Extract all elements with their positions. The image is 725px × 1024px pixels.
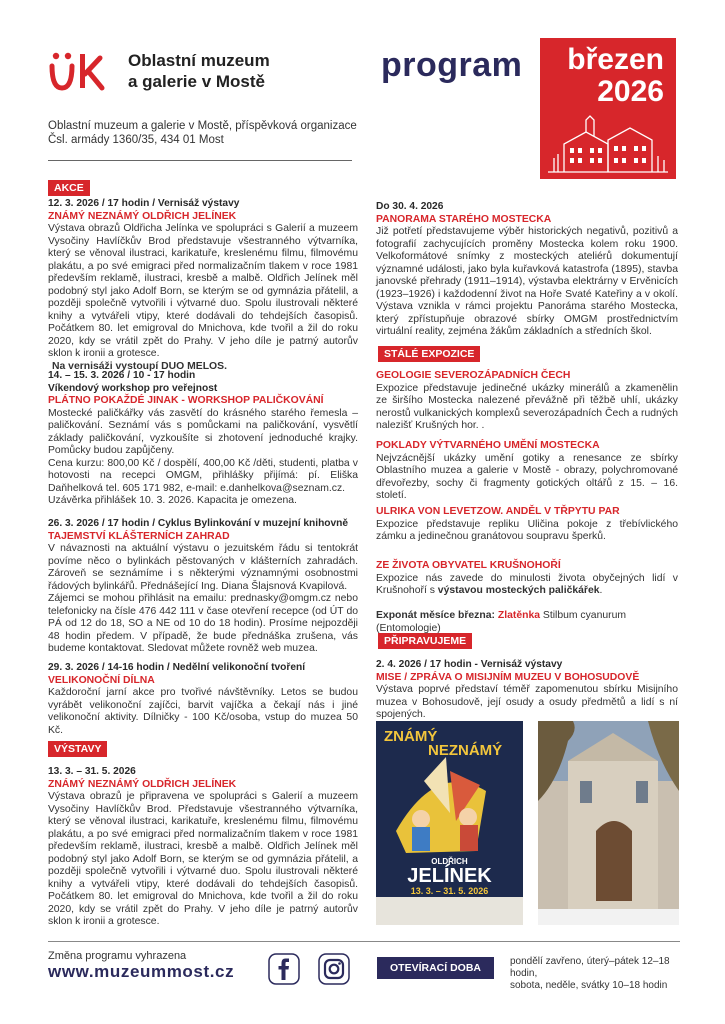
event-velikonocni-dilna bbox=[48, 662, 358, 737]
event-meta: 14. – 15. 3. 2026 / 10 - 17 hodin bbox=[48, 370, 196, 381]
expo-krusnohori bbox=[376, 560, 678, 598]
exhibition-panorama bbox=[376, 201, 678, 339]
event-text: Mostecké paličkářky vás zasvětí do krásného starého řemesla – paličkování. Seznámí vás s pomůckami na paličkování, vysvětlí základy paličkování, vyzkoušíte si zhotovení jednoduché krajky. Pomůcky budou zapůjčeny. bbox=[48, 407, 358, 456]
section-tag-stale-expozice: STÁLÉ EXPOZICE bbox=[378, 346, 480, 362]
facebook-icon[interactable] bbox=[268, 953, 300, 985]
event-registration: Zájemci se mohou přihlásit na emailu: prednasky@omgm.cz nebo telefonicky na čísle 476 442 111 v čase otevření recepce (od ÚT do PÁ od 12 do 18, SO a NE od 10 do 18 hodin). Prosíme nejpozději 48 hodin předem. V případě, že bude přednáška zrušena, vás budeme kontaktovat. Sledovat můžete rovněž web muzea. bbox=[48, 593, 358, 654]
expo-text: Expozice nás zavede do minulosti života obyčejných lidí v Krušnohoří s výstavou mosteckých paličkářek. bbox=[376, 572, 678, 596]
exhibition-jelinek bbox=[48, 766, 358, 929]
building-photo bbox=[538, 721, 679, 925]
event-text: V návaznosti na aktuální výstavu o jezuitském řádu si tentokrát povíme něco o bylinkách pěstovaných v klášterních zahradách. Zároveň se seznámíme i s některými významnými osobnostmi řádových bylinkářů. Přednášející Ing. Diana Šlajsnová Kvapilová. bbox=[48, 543, 358, 592]
event-text: Každoroční jarní akce pro tvořivé návštěvníky. Letos se budou vyrábět velikonoční zajíčci, barvit vajíčka a čekají nás i jiné velikonoční aktivity. Dílničky - 100 Kč/osoba, vstup do muzea 50 Kč. bbox=[48, 687, 358, 736]
website-link[interactable]: www.muzeummost.cz bbox=[48, 962, 235, 981]
expo-poklady bbox=[376, 440, 678, 503]
page-header bbox=[0, 0, 725, 175]
section-tag-akce: AKCE bbox=[48, 180, 90, 196]
poster-dates: 13. 3. – 31. 5. 2026 bbox=[410, 886, 489, 896]
month-badge bbox=[540, 38, 676, 179]
org-address: Oblastní muzeum a galerie v Mostě, příspěvková organizace Čsl. armády 1360/35, 434 01 Most bbox=[48, 120, 357, 146]
expo-geologie bbox=[376, 370, 678, 433]
section-tag-vystavy: VÝSTAVY bbox=[48, 741, 107, 757]
poster-line2: NEZNÁMÝ bbox=[428, 742, 503, 759]
footer-divider bbox=[48, 941, 680, 942]
exhibition-text: Již potřetí představujeme výběr historických negativů, pozitivů a fotografií zachycujících proměny Mostecka kolem roku 1900. Velkoformátové snímky z mosteckých ateliérů dokumentují významné události, jako byla kuřavková katastrofa (1895), stavba janovské přehrady (1911–1914), výstavba elektrárny v Ervěnicích (1923–1926) i každodenní život na Hoře Svaté Kateřiny a v okolí. Výstava vznikla v rámci projektu Panoráma starého Mostecka, který zpřístupňuje obrazové sbírky OMGM prostřednictvím virtuální reality, zejména žákům základních a středních škol. bbox=[376, 226, 678, 337]
poster-lastname: JELÍNEK bbox=[407, 865, 492, 887]
expo-text: Nejvzácnější ukázky umění gotiky a renesance ze sbírky Oblastního muzea a galerie v Mostě - obrazy, polychromované dřevořezby, sochy či fragmenty gotických oltářů z 15. – 16. století. bbox=[376, 452, 678, 501]
event-meta: 12. 3. 2026 / 17 hodin / Vernisáž výstavy bbox=[48, 198, 240, 209]
event-title: TAJEMSTVÍ KLÁŠTERNÍCH ZAHRAD bbox=[48, 530, 230, 542]
exhibition-title: ZNÁMÝ NEZNÁMÝ OLDŘICH JELÍNEK bbox=[48, 778, 237, 790]
event-deadline: Uzávěrka přihlášek 10. 3. 2026. Kapacita je omezena. bbox=[48, 495, 297, 506]
expo-title: ZE ŽIVOTA OBYVATEL KRUŠNOHOŘÍ bbox=[376, 560, 561, 571]
poster-firstname: OLDŘICH bbox=[431, 857, 468, 866]
museum-logo-icon bbox=[48, 50, 118, 94]
event-workshop bbox=[48, 370, 358, 508]
program-change-note: Změna programu vyhrazena bbox=[48, 950, 187, 962]
event-text: Výstava obrazů Oldřicha Jelínka ve spolupráci s Galerií a muzeem Vysočiny Havlíčkův Brod představuje všestranného výtvarníka, který se věnoval ilustraci, karikatuře, kreslenému filmu, filmovému plakátu, a po své emigraci před normalizačním tlakem v roce 1981 především reklamě, ilustraci, kresbě a malbě. Oldřich Jelínek měl podobný styl jako Adolf Born, se kterým se od gymnázia přátelil, a později společně vytvořili i výtvarné duo. Spolu ilustrovali některé knihy a vytvářeli vtipy, které dodávali do tehdejších časopisů. Počátkem 80. let emigroval do Mnichova, kde tvořil a žil do roku 2020, kdy se vrátil zpět do Prahy. V jeho díle je patrný autorův sklon k ironii a grotesce. bbox=[48, 223, 358, 359]
expo-levetzow bbox=[376, 506, 678, 544]
exhibition-title: PANORAMA STARÉHO MOSTECKA bbox=[376, 213, 552, 225]
event-title: PLÁTNO POKAŽDÉ JINAK - WORKSHOP PALIČKOVÁNÍ bbox=[48, 395, 324, 406]
program-title: program bbox=[381, 46, 523, 84]
upcoming-mise bbox=[376, 659, 678, 722]
event-note: Na vernisáži vystoupí DUO MELOS. bbox=[52, 360, 227, 372]
expo-title: GEOLOGIE SEVEROZÁPADNÍCH ČECH bbox=[376, 370, 571, 381]
upcoming-meta: 2. 4. 2026 / 17 hodin - Vernisáž výstavy bbox=[376, 659, 563, 670]
exponat-mesice bbox=[376, 610, 678, 635]
upcoming-text: Výstava poprvé představí téměř zapomenutou sbírku Misijního muzea v Bohosudově, její osudy a osudy předmětů a lidí s ní spojených. bbox=[376, 684, 678, 720]
castle-icon bbox=[546, 114, 670, 174]
expo-text: Expozice představuje jedinečné ukázky minerálů a zkamenělin ze širšího Mostecka nalezené převážně při těžbě uhlí, ukázky nerostů vulkanických komplexů severozápadních Čech a rudných nalezišť Krušných hor. . bbox=[376, 382, 678, 431]
month-label: březen bbox=[567, 43, 664, 76]
poster-line1: ZNÁMÝ bbox=[384, 728, 438, 745]
exhibition-dates: Do 30. 4. 2026 bbox=[376, 201, 444, 212]
exponat-label: Exponát měsíce března: bbox=[376, 610, 498, 621]
expo-text: Expozice představuje repliku Uličina pokoje z třebívlického zámku a jedinečnou granátovou soupravu šperků. bbox=[376, 518, 678, 542]
exponat-name: Zlatěnka bbox=[497, 610, 540, 621]
event-meta-2: Víkendový workshop pro veřejnost bbox=[48, 382, 218, 394]
event-price: Cena kurzu: 800,00 Kč / dospělí, 400,00 Kč /děti, studenti, platba v hotovosti na recepci OMGM, přihlášky přijímá: pí. Eliška Daňhelková tel. 605 171 982, e-mail: e.danhelkova@seznam.cz. bbox=[48, 457, 358, 494]
expo-title: POKLADY VÝTVARNÉHO UMĚNÍ MOSTECKA bbox=[376, 440, 600, 451]
org-name: Oblastní muzeum a galerie v Mostě bbox=[128, 51, 270, 91]
event-title: VELIKONOČNÍ DÍLNA bbox=[48, 674, 155, 686]
event-title: ZNÁMÝ NEZNÁMÝ OLDŘICH JELÍNEK bbox=[48, 210, 237, 222]
opening-hours-button[interactable]: OTEVÍRACÍ DOBA bbox=[377, 957, 494, 979]
instagram-icon[interactable] bbox=[318, 953, 350, 985]
event-klasterni-zahrady bbox=[48, 518, 358, 656]
expo-title: ULRIKA VON LEVETZOW. ANDĚL V TŘPYTU PAR bbox=[376, 506, 620, 517]
section-tag-pripravujeme: PŘIPRAVUJEME bbox=[378, 633, 472, 649]
event-meta: 26. 3. 2026 / 17 hodin / Cyklus Bylinkování v muzejní knihovně bbox=[48, 518, 349, 529]
exponat-rest: Stilbum cyanurum (Entomologie) bbox=[376, 610, 627, 634]
exhibition-poster bbox=[376, 721, 523, 925]
exhibition-dates: 13. 3. – 31. 5. 2026 bbox=[48, 766, 136, 777]
church-portal-icon bbox=[538, 721, 679, 925]
exhibition-text: Výstava obrazů je připravena ve spolupráci s Galerií a muzeem Vysočiny Havlíčkův Brod. Představuje všestranného výtvarníka, který se věnoval ilustraci, karikatuře, kreslenému filmu, filmovému plakátu, a po své emigraci před normalizačním tlakem v roce 1981 především reklamě, ilustraci, kresbě a malbě. Oldřich Jelínek měl podobný styl jako Adolf Born, se kterým se od gymnázia přátelil, a později společně vytvořili i výtvarné duo. Spolu ilustrovali některé knihy a vytvářeli vtipy, které dodávali do tehdejších časopisů. Počátkem 80. let emigroval do Mnichova, kde tvořil a žil do roku 2020, kdy se vrátil zpět do Prahy. V jeho díle je patrný autorův sklon k ironii a grotesce. bbox=[48, 791, 358, 927]
event-jelinek-vernisaz bbox=[48, 198, 358, 373]
year-label: 2026 bbox=[597, 75, 664, 108]
upcoming-title: MISE / ZPRÁVA O MISIJNÍM MUZEU V BOHOSUDOVĚ bbox=[376, 671, 640, 683]
opening-hours-text: pondělí zavřeno, úterý–pátek 12–18 hodin, sobota, neděle, svátky 10–18 hodin bbox=[510, 956, 670, 991]
header-divider bbox=[48, 160, 352, 161]
event-meta: 29. 3. 2026 / 14-16 hodin / Nedělní velikonoční tvoření bbox=[48, 662, 306, 673]
